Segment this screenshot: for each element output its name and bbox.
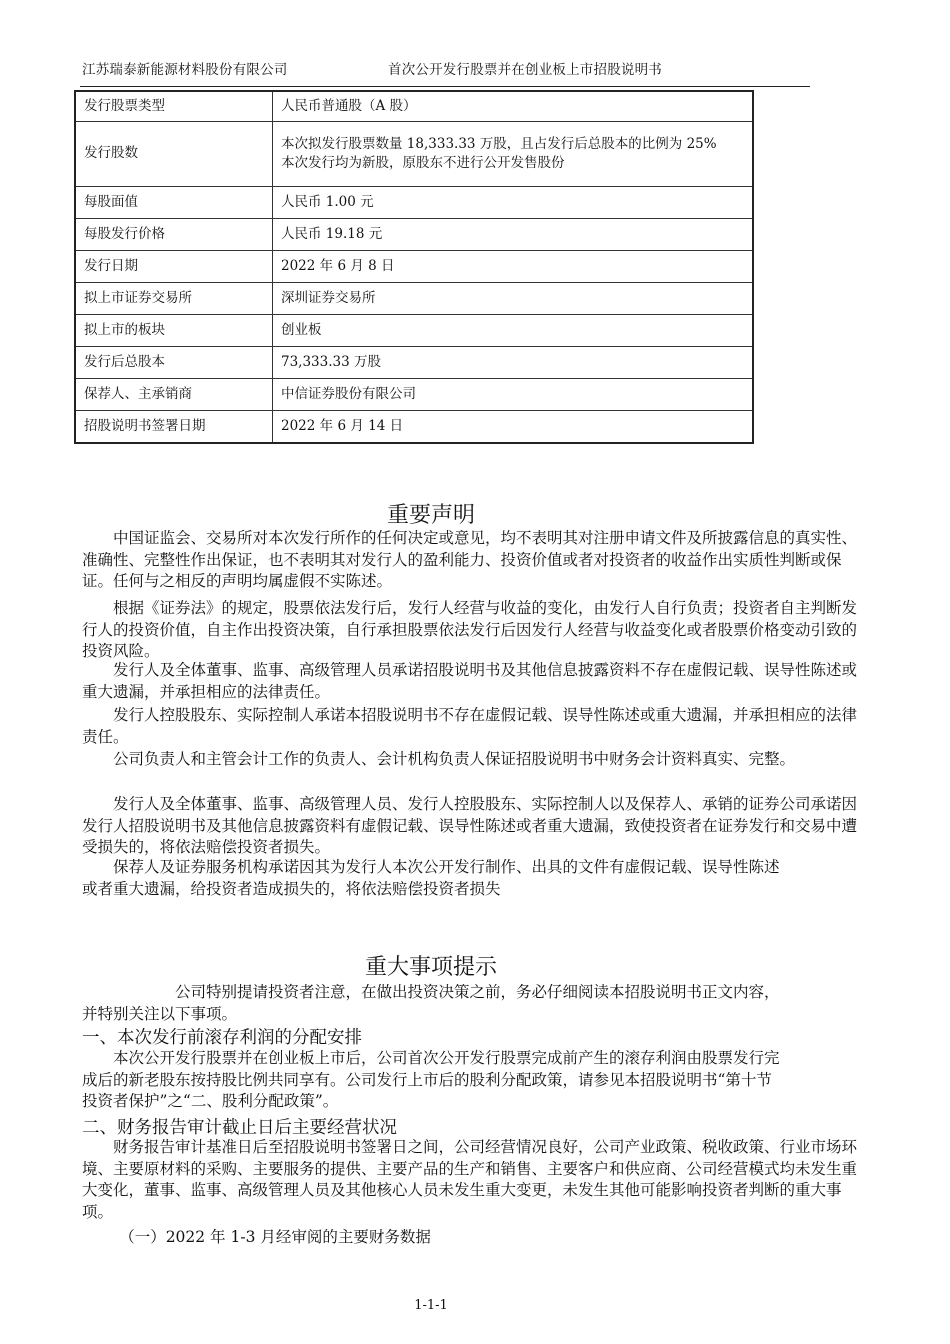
- table-row: [75, 314, 753, 346]
- table-key: 每股面值: [75, 186, 273, 218]
- table-value: 创业板: [273, 314, 754, 346]
- subsection1-heading: （一）2022 年 1-3 月经审阅的主要财务数据: [119, 1228, 431, 1246]
- table-key: 发行股数: [75, 121, 273, 186]
- major-matters-intro: 公司特别提请投资者注意，在做出投资决策之前，务必仔细阅读本招股说明书正文内容，并特别关注以下事项。: [82, 983, 780, 1023]
- table-row: [75, 91, 753, 121]
- table-key: 拟上市的板块: [75, 314, 273, 346]
- table-row: [75, 282, 753, 314]
- table-value: 人民币普通股（A 股）: [273, 91, 754, 121]
- page-number: 1-1-1: [414, 1298, 448, 1313]
- table-value-line: 本次发行均为新股，原股东不进行公开发售股份: [281, 154, 565, 171]
- table-key: 发行后总股本: [75, 346, 273, 378]
- table-value: 深圳证券交易所: [273, 282, 754, 314]
- table-row: [75, 410, 753, 443]
- table-row: [75, 218, 753, 250]
- table-value: 人民币 19.18 元: [273, 218, 754, 250]
- table-row: [75, 378, 753, 410]
- declaration-paragraph: 保荐人及证券服务机构承诺因其为发行人本次公开发行制作、出具的文件有虚假记载、误导性陈述或者重大遗漏，给投资者造成损失的，将依法赔偿投资者损失: [82, 858, 780, 898]
- major-matters-title: 重大事项提示: [364, 955, 497, 980]
- table-row: [75, 186, 753, 218]
- table-key: 招股说明书签署日期: [75, 410, 273, 443]
- table-key: 发行日期: [75, 250, 273, 282]
- table-value: [273, 121, 754, 186]
- table-value-line: 本次拟发行股票数量 18,333.33 万股，且占发行后总股本的比例为 25%: [281, 135, 717, 152]
- declaration-paragraph: 发行人及全体董事、监事、高级管理人员承诺招股说明书及其他信息披露资料不存在虚假记载、误导性陈述或重大遗漏，并承担相应的法律责任。: [82, 661, 858, 701]
- table-value: 中信证券股份有限公司: [273, 378, 754, 410]
- table-value: 2022 年 6 月 14 日: [273, 410, 754, 443]
- section1-body: 本次公开发行股票并在创业板上市后，公司首次公开发行股票完成前产生的滚存利润由股票发行完成后的新老股东按持股比例共同享有。公司发行上市后的股利分配政策，请参见本招股说明书“第十节 投资者保护”之“二、股利分配政策”。: [82, 1049, 780, 1110]
- declaration-title: 重要声明: [386, 503, 475, 528]
- table-row: [75, 346, 753, 378]
- table-value: 73,333.33 万股: [273, 346, 754, 378]
- table-value: 2022 年 6 月 8 日: [273, 250, 754, 282]
- section1-heading: 一、本次发行前滚存利润的分配安排: [82, 1028, 362, 1048]
- table-value: 人民币 1.00 元: [273, 186, 754, 218]
- declaration-paragraph: 公司负责人和主管会计工作的负责人、会计机构负责人保证招股说明书中财务会计资料真实、完整。: [113, 750, 796, 768]
- section2-heading: 二、财务报告审计截止日后主要经营状况: [82, 1118, 397, 1138]
- header-company: 江苏瑞泰新能源材料股份有限公司: [82, 62, 288, 78]
- header-divider: [80, 86, 810, 87]
- declaration-paragraph: 发行人及全体董事、监事、高级管理人员、发行人控股股东、实际控制人以及保荐人、承销的证券公司承诺因发行人招股说明书及其他信息披露资料有虚假记载、误导性陈述或者重大遗漏，致使投资者在证券发行和交易中遭受损失的，将依法赔偿投资者损失。: [82, 795, 858, 856]
- header-doc-title: 首次公开发行股票并在创业板上市招股说明书: [388, 62, 662, 78]
- table-key: 每股发行价格: [75, 218, 273, 250]
- declaration-paragraph: 中国证监会、交易所对本次发行所作的任何决定或意见，均不表明其对注册申请文件及所披露信息的真实性、准确性、完整性作出保证，也不表明其对发行人的盈利能力、投资价值或者对投资者的收益作出实质性判断或保证。任何与之相反的声明均属虚假不实陈述。: [82, 529, 858, 590]
- table-key: 保荐人、主承销商: [75, 378, 273, 410]
- declaration-paragraph: 根据《证券法》的规定，股票依法发行后，发行人经营与收益的变化，由发行人自行负责；投资者自主判断发行人的投资价值，自主作出投资决策，自行承担股票依法发行后因发行人经营与收益变化或者股票价格变动引致的投资风险。: [82, 599, 858, 660]
- section2-body: 财务报告审计基准日后至招股说明书签署日之间，公司经营情况良好，公司产业政策、税收政策、行业市场环境、主要原材料的采购、主要服务的提供、主要产品的生产和销售、主要客户和供应商、公司经营模式均未发生重大变化，董事、监事、高级管理人员及其他核心人员未发生重大变更，未发生其他可能影响投资者判断的重大事项。: [82, 1138, 858, 1221]
- table-key: 发行股票类型: [75, 91, 273, 121]
- offering-info-table: [74, 90, 754, 444]
- table-row: [75, 250, 753, 282]
- table-key: 拟上市证券交易所: [75, 282, 273, 314]
- declaration-paragraph: 发行人控股股东、实际控制人承诺本招股说明书不存在虚假记载、误导性陈述或重大遗漏，并承担相应的法律责任。: [82, 706, 858, 746]
- table-row: [75, 121, 753, 186]
